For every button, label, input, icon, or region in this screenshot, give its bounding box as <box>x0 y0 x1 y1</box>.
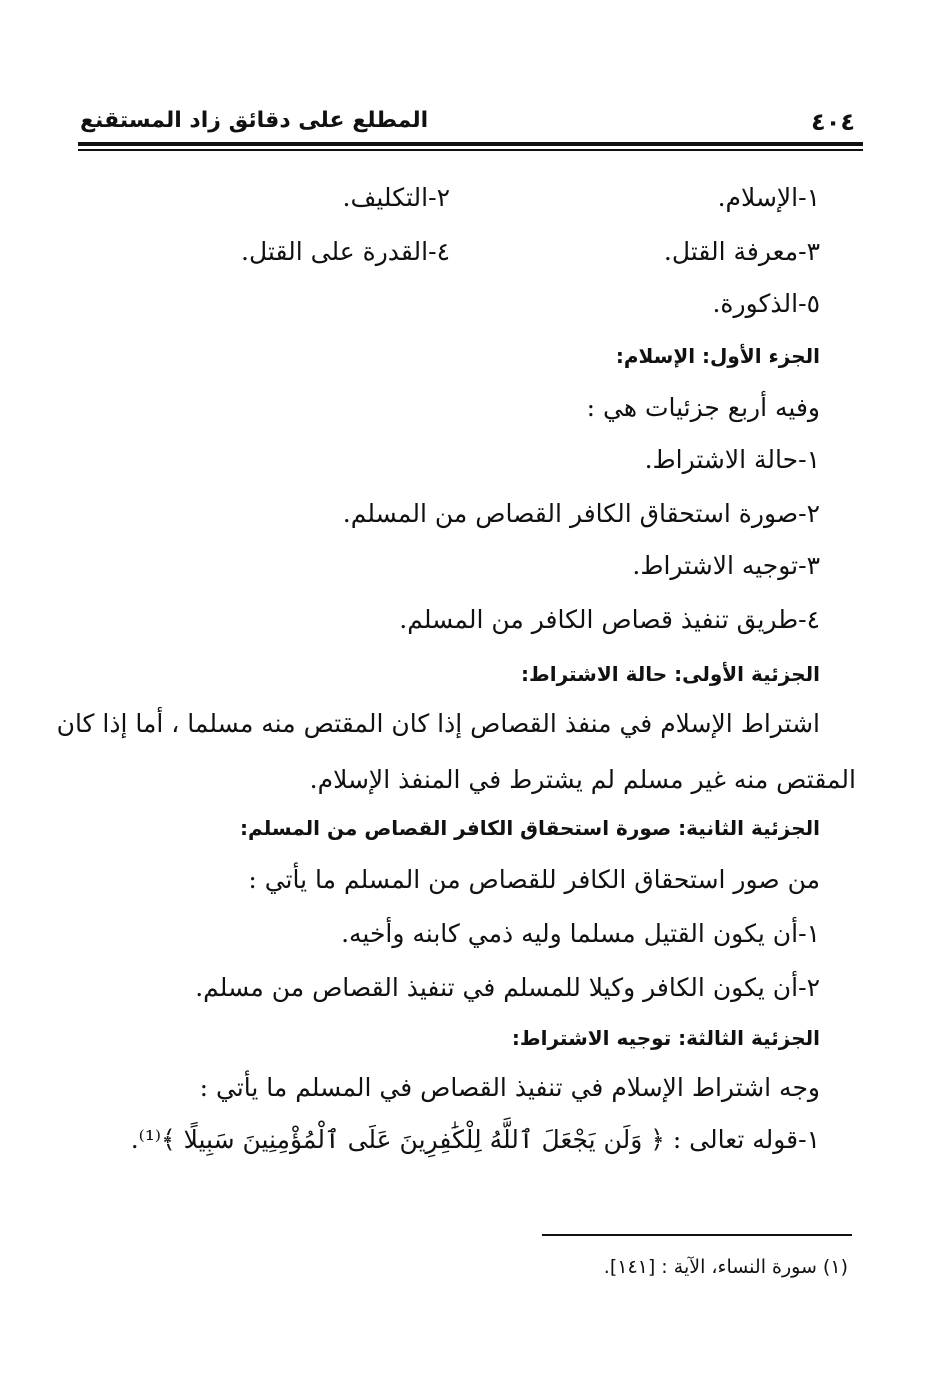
list-item: ٣-توجيه الاشتراط. <box>632 551 820 580</box>
sub1-heading: الجزئية الأولى: حالة الاشتراط: <box>520 662 820 686</box>
list-item: ١-حالة الاشتراط. <box>644 445 820 474</box>
condition-islam: ١-الإسلام. <box>717 183 820 212</box>
condition-ability: ٤-القدرة على القتل. <box>241 237 450 266</box>
header-rule-thick <box>78 142 863 146</box>
page-header <box>70 104 863 140</box>
footnote: (١) سورة النساء، الآية : [١٤١]. <box>603 1256 848 1278</box>
sub2-item1: ١-أن يكون القتيل مسلما وليه ذمي كابنه وأخيه. <box>341 919 820 948</box>
book-title: المطلع على دقائق زاد المستقنع <box>80 108 429 133</box>
sub3-item1: ١-قوله تعالى : ﴿ وَلَن يَجْعَلَ ٱللَّهُ لِلْكَٰفِرِينَ عَلَى ٱلْمُؤْمِنِينَ سَبِيلًا ﴾⁽¹⁾. <box>130 1125 820 1154</box>
list-item: ٢-صورة استحقاق الكافر القصاص من المسلم. <box>342 499 820 528</box>
sub2-intro: من صور استحقاق الكافر للقصاص من المسلم ما يأتي : <box>248 865 820 894</box>
sub3-heading: الجزئية الثالثة: توجيه الاشتراط: <box>511 1026 820 1050</box>
part1-intro: وفيه أربع جزئيات هي : <box>586 393 820 422</box>
condition-male: ٥-الذكورة. <box>712 289 820 318</box>
condition-takleef: ٢-التكليف. <box>342 183 450 212</box>
footnote-divider <box>542 1234 852 1236</box>
sub1-text-line2: المقتص منه غير مسلم لم يشترط في المنفذ الإسلام. <box>309 765 856 794</box>
header-rule-thin <box>78 149 863 151</box>
sub2-heading: الجزئية الثانية: صورة استحقاق الكافر القصاص من المسلم: <box>240 816 820 840</box>
page-number: ٤٠٤ <box>811 108 855 136</box>
condition-knowledge: ٣-معرفة القتل. <box>663 237 820 266</box>
part1-heading: الجزء الأول: الإسلام: <box>615 344 820 368</box>
sub2-item2: ٢-أن يكون الكافر وكيلا للمسلم في تنفيذ القصاص من مسلم. <box>195 973 820 1002</box>
list-item: ٤-طريق تنفيذ قصاص الكافر من المسلم. <box>399 605 820 634</box>
sub1-text-line1: اشتراط الإسلام في منفذ القصاص إذا كان المقتص منه مسلما ، أما إذا كان <box>56 709 820 738</box>
sub3-intro: وجه اشتراط الإسلام في تنفيذ القصاص في المسلم ما يأتي : <box>199 1073 820 1102</box>
